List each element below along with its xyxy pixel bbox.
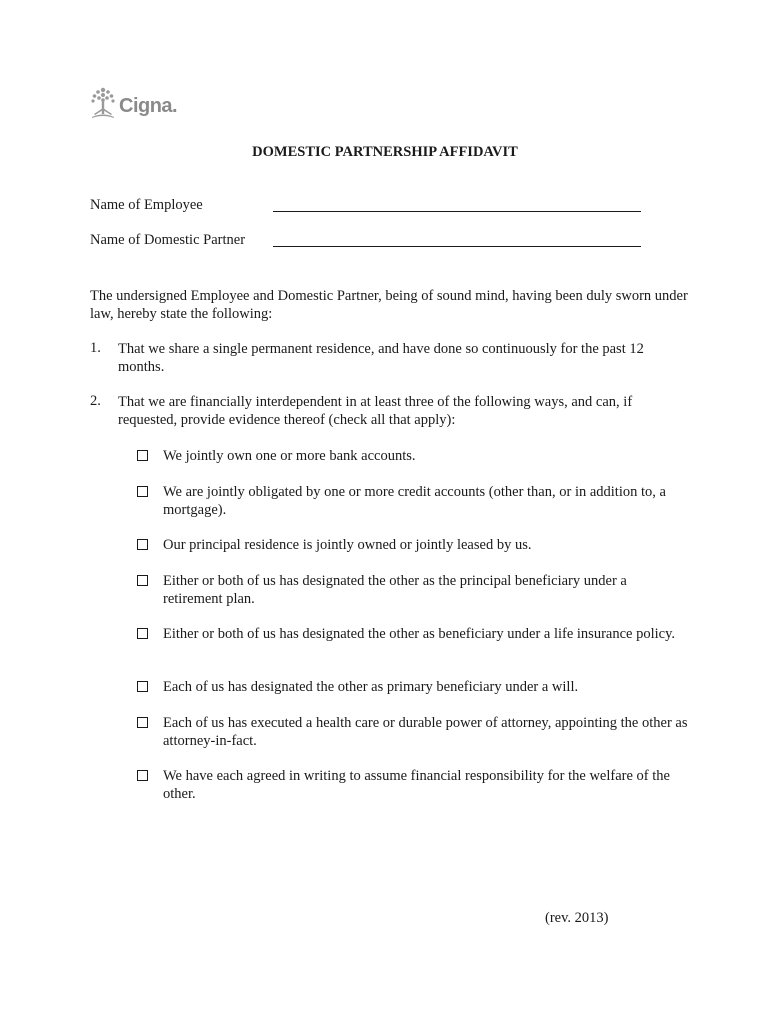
checkbox-label: We jointly own one or more bank accounts. [163,448,416,464]
employee-name-field[interactable] [273,211,641,212]
checkbox-label: We are jointly obligated by one or more credit accounts (other than, or in addition to, a mortgage). [163,484,666,518]
checkbox[interactable] [137,486,148,497]
tree-of-life-icon [90,86,116,120]
checkbox[interactable] [137,628,148,639]
checkbox[interactable] [137,539,148,550]
logo-text: Cigna. [119,95,178,117]
checkbox-label: Each of us has designated the other as primary beneficiary under a will. [163,679,579,695]
checkbox[interactable] [137,717,148,728]
checkbox[interactable] [137,681,148,692]
intro-paragraph: The undersigned Employee and Domestic Partner, being of sound mind, having been duly sworn under law, hereby state the following: [90,288,688,322]
item-number: 2. [90,393,101,409]
partner-name-label: Name of Domestic Partner [90,232,246,248]
partner-name-field[interactable] [273,246,641,247]
checkbox-label: Our principal residence is jointly owned or jointly leased by us. [163,537,532,553]
item-text: That we share a single permanent residence, and have done so continuously for the past 12 months. [118,341,644,375]
checkbox-label: Either or both of us has designated the other as beneficiary under a life insurance policy. [163,626,676,642]
cigna-logo [90,86,177,120]
checkbox[interactable] [137,575,148,586]
item-number: 1. [90,340,101,356]
checkbox[interactable] [137,770,148,781]
checkbox-label: Each of us has executed a health care or durable power of attorney, appointing the other as attorney-in-fact. [163,715,688,749]
checkbox-label: Either or both of us has designated the other as the principal beneficiary under a retirement plan. [163,573,627,607]
page-title: DOMESTIC PARTNERSHIP AFFIDAVIT [252,144,518,160]
checkbox-label: We have each agreed in writing to assume financial responsibility for the welfare of the other. [163,768,670,802]
revision-note: (rev. 2013) [545,910,609,926]
employee-name-label: Name of Employee [90,197,203,213]
item-text: That we are financially interdependent in at least three of the following ways, and can, if requested, provide evidence thereof (check all that apply): [118,394,633,428]
checkbox[interactable] [137,450,148,461]
